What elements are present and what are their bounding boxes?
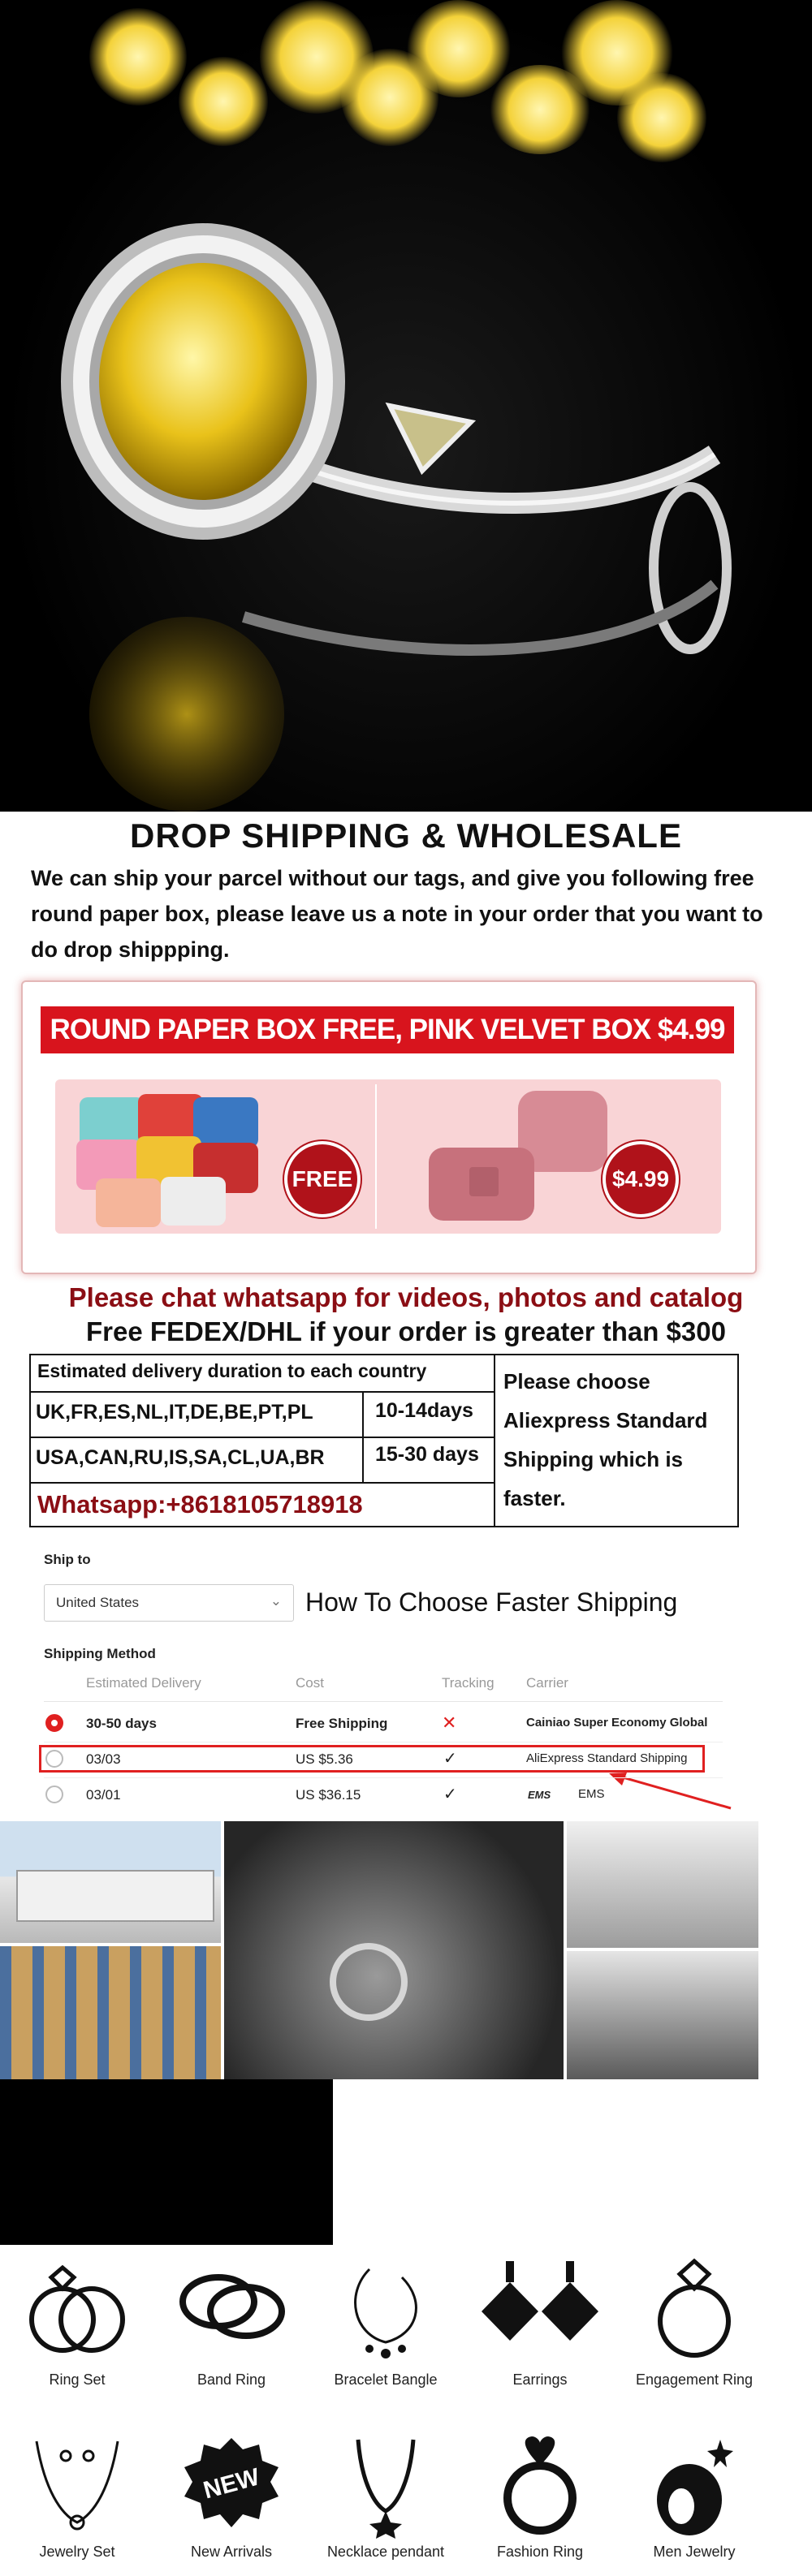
tracking-check-icon: ✓ [443, 1786, 457, 1803]
dropship-description: We can ship your parcel without our tags, and give you following free round paper box, please leave us a note in your order that you want to do drop shippping. [31, 866, 763, 962]
warehouse-exterior-photo [0, 1821, 221, 1943]
chevron-down-icon: ⌄ [270, 1593, 282, 1609]
carrier-name: Cainiao Super Economy Global [526, 1716, 708, 1730]
band-ring-icon [166, 2253, 296, 2367]
earrings-icon [475, 2253, 605, 2367]
delivery-row-days: 15-30 days [375, 1443, 479, 1466]
dropship-title: DROP SHIPPING & WHOLESALE [130, 816, 682, 855]
shipping-option-radio[interactable] [45, 1786, 63, 1803]
free-badge: FREE [287, 1144, 357, 1214]
category-label: Necklace pendant [326, 2544, 445, 2560]
ring-illustration [0, 0, 812, 812]
tracking-check-icon: ✓ [443, 1750, 457, 1768]
category-label: Jewelry Set [39, 2544, 115, 2560]
shipping-cost: Free Shipping [296, 1716, 388, 1731]
shipping-cost: US $36.15 [296, 1787, 361, 1803]
delivery-row-days: 10-14days [375, 1399, 473, 1422]
category-jewelry-set[interactable] [0, 2433, 154, 2561]
category-earrings[interactable] [463, 2253, 617, 2389]
delivery-estimate: 03/03 [86, 1751, 121, 1767]
shipping-option-radio[interactable] [45, 1714, 63, 1732]
carrier-name: EMS [578, 1787, 605, 1801]
delivery-row-countries: USA,CAN,RU,IS,SA,CL,UA,BR [36, 1446, 325, 1469]
delivery-estimate: 30-50 days [86, 1716, 157, 1731]
warehouse-shelves-photo [0, 1946, 221, 2079]
carrier-name: AliExpress Standard Shipping [526, 1751, 688, 1765]
category-band-ring[interactable] [154, 2253, 309, 2389]
engagement-ring-icon [629, 2253, 759, 2367]
category-men-jewelry[interactable] [617, 2433, 771, 2561]
category-necklace-pendant[interactable] [309, 2433, 463, 2561]
category-new-arrivals[interactable] [154, 2433, 309, 2561]
column-carrier: Carrier [526, 1675, 568, 1691]
paper-boxes-photo [71, 1089, 331, 1227]
delivery-row-countries: UK,FR,ES,NL,IT,DE,BE,PT,PL [36, 1401, 313, 1424]
shipping-option-radio[interactable] [45, 1750, 63, 1768]
country-select[interactable] [44, 1584, 294, 1622]
price-badge: $4.99 [606, 1144, 676, 1214]
free-shipping-line: Free FEDEX/DHL if your order is greater than $300 [86, 1316, 726, 1346]
delivery-table [29, 1354, 739, 1527]
velvet-boxes-photo [429, 1091, 624, 1229]
category-label: New Arrivals [190, 2544, 273, 2560]
ring-set-icon [12, 2253, 142, 2367]
column-tracking: Tracking [442, 1675, 495, 1691]
category-label: Engagement Ring [635, 2371, 754, 2388]
whatsapp-number: Whatsapp:+8618105718918 [37, 1490, 363, 1518]
new-badge-icon [166, 2433, 296, 2539]
hero-product-image [0, 0, 812, 812]
fashion-ring-icon [475, 2433, 605, 2539]
black-block [0, 2079, 333, 2245]
column-cost: Cost [296, 1675, 324, 1691]
category-label: Men Jewelry [653, 2544, 736, 2560]
category-label: Band Ring [197, 2371, 266, 2388]
craftsman-ring-photo [224, 1821, 564, 2079]
category-engagement-ring[interactable] [617, 2253, 771, 2389]
category-label: Earrings [512, 2371, 568, 2388]
category-fashion-ring[interactable] [463, 2433, 617, 2561]
shipping-guide-title: How To Choose Faster Shipping [305, 1587, 678, 1617]
men-ring-icon [629, 2433, 759, 2539]
category-label: Bracelet Bangle [334, 2371, 438, 2388]
meeting-room-photo [567, 1951, 758, 2079]
category-bracelet-bangle[interactable] [309, 2253, 463, 2389]
country-select-value: United States [56, 1595, 140, 1610]
promo-divider [375, 1084, 377, 1229]
necklace-icon [321, 2433, 451, 2539]
category-label: Ring Set [49, 2371, 106, 2388]
category-label: Fashion Ring [496, 2544, 584, 2560]
shipping-recommendation: Please choose Aliexpress Standard Shipping which is faster. [503, 1369, 708, 1510]
shipping-method-label: Shipping Method [44, 1646, 156, 1661]
no-tracking-icon: ✕ [442, 1712, 457, 1733]
ship-to-label: Ship to [44, 1552, 91, 1567]
column-estimated-delivery: Estimated Delivery [86, 1675, 201, 1691]
whatsapp-promo-line: Please chat whatsapp for videos, photos and catalog [68, 1282, 744, 1312]
box-promo-card [21, 980, 757, 1274]
delivery-table-header: Estimated delivery duration to each country [37, 1360, 427, 1381]
ems-logo: EMS [528, 1789, 551, 1801]
new-badge-text: NEW [201, 2463, 263, 2505]
office-photo [567, 1821, 758, 1948]
jewelry-set-icon [12, 2433, 142, 2539]
promo-banner: ROUND PAPER BOX FREE, PINK VELVET BOX $4.99 [41, 1006, 734, 1053]
shipping-cost: US $5.36 [296, 1751, 353, 1767]
category-ring-set[interactable] [0, 2253, 154, 2389]
pointer-arrow [601, 1769, 739, 1818]
bracelet-icon [321, 2253, 451, 2367]
delivery-estimate: 03/01 [86, 1787, 121, 1803]
